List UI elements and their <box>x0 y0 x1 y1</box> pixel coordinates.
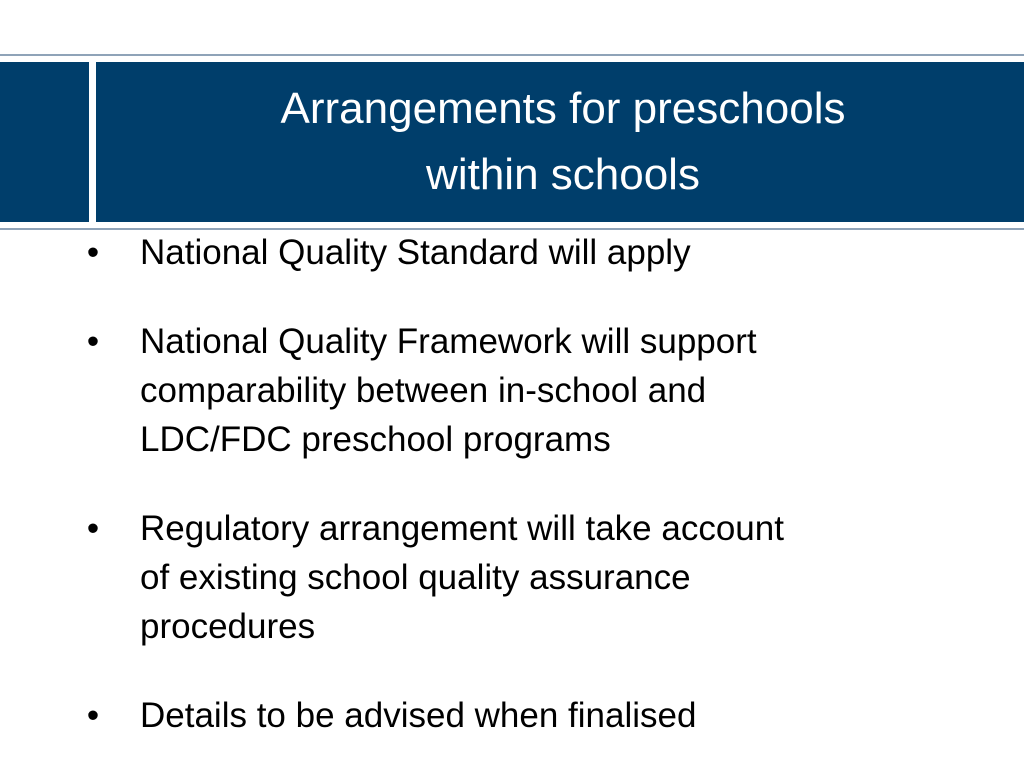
title-bar-divider <box>89 62 96 222</box>
bullet-line: National Quality Framework will support <box>140 322 757 361</box>
bullet-icon: • <box>86 696 100 735</box>
bullet-item <box>78 317 938 464</box>
bullet-icon: • <box>86 322 100 361</box>
slide-title-line-1: Arrangements for preschools <box>280 84 846 133</box>
bullet-line: National Quality Standard will apply <box>140 233 691 272</box>
slide-title <box>96 62 1024 222</box>
top-rule <box>0 54 1024 56</box>
bullet-line: procedures <box>140 607 316 646</box>
bullet-line: comparability between in-school and <box>140 371 707 410</box>
slide-title-line-2: within schools <box>426 150 700 199</box>
bullet-line: of existing school quality assurance <box>140 558 691 597</box>
bullet-line: Regulatory arrangement will take account <box>140 509 784 548</box>
bullet-item <box>78 504 938 651</box>
bullet-icon: • <box>86 233 100 272</box>
bullet-icon: • <box>86 509 100 548</box>
bullet-item <box>78 691 938 740</box>
bullet-item <box>78 228 938 277</box>
bullet-list <box>78 228 938 740</box>
bullet-line: Details to be advised when finalised <box>140 696 697 735</box>
bullet-line: LDC/FDC preschool programs <box>140 420 611 459</box>
